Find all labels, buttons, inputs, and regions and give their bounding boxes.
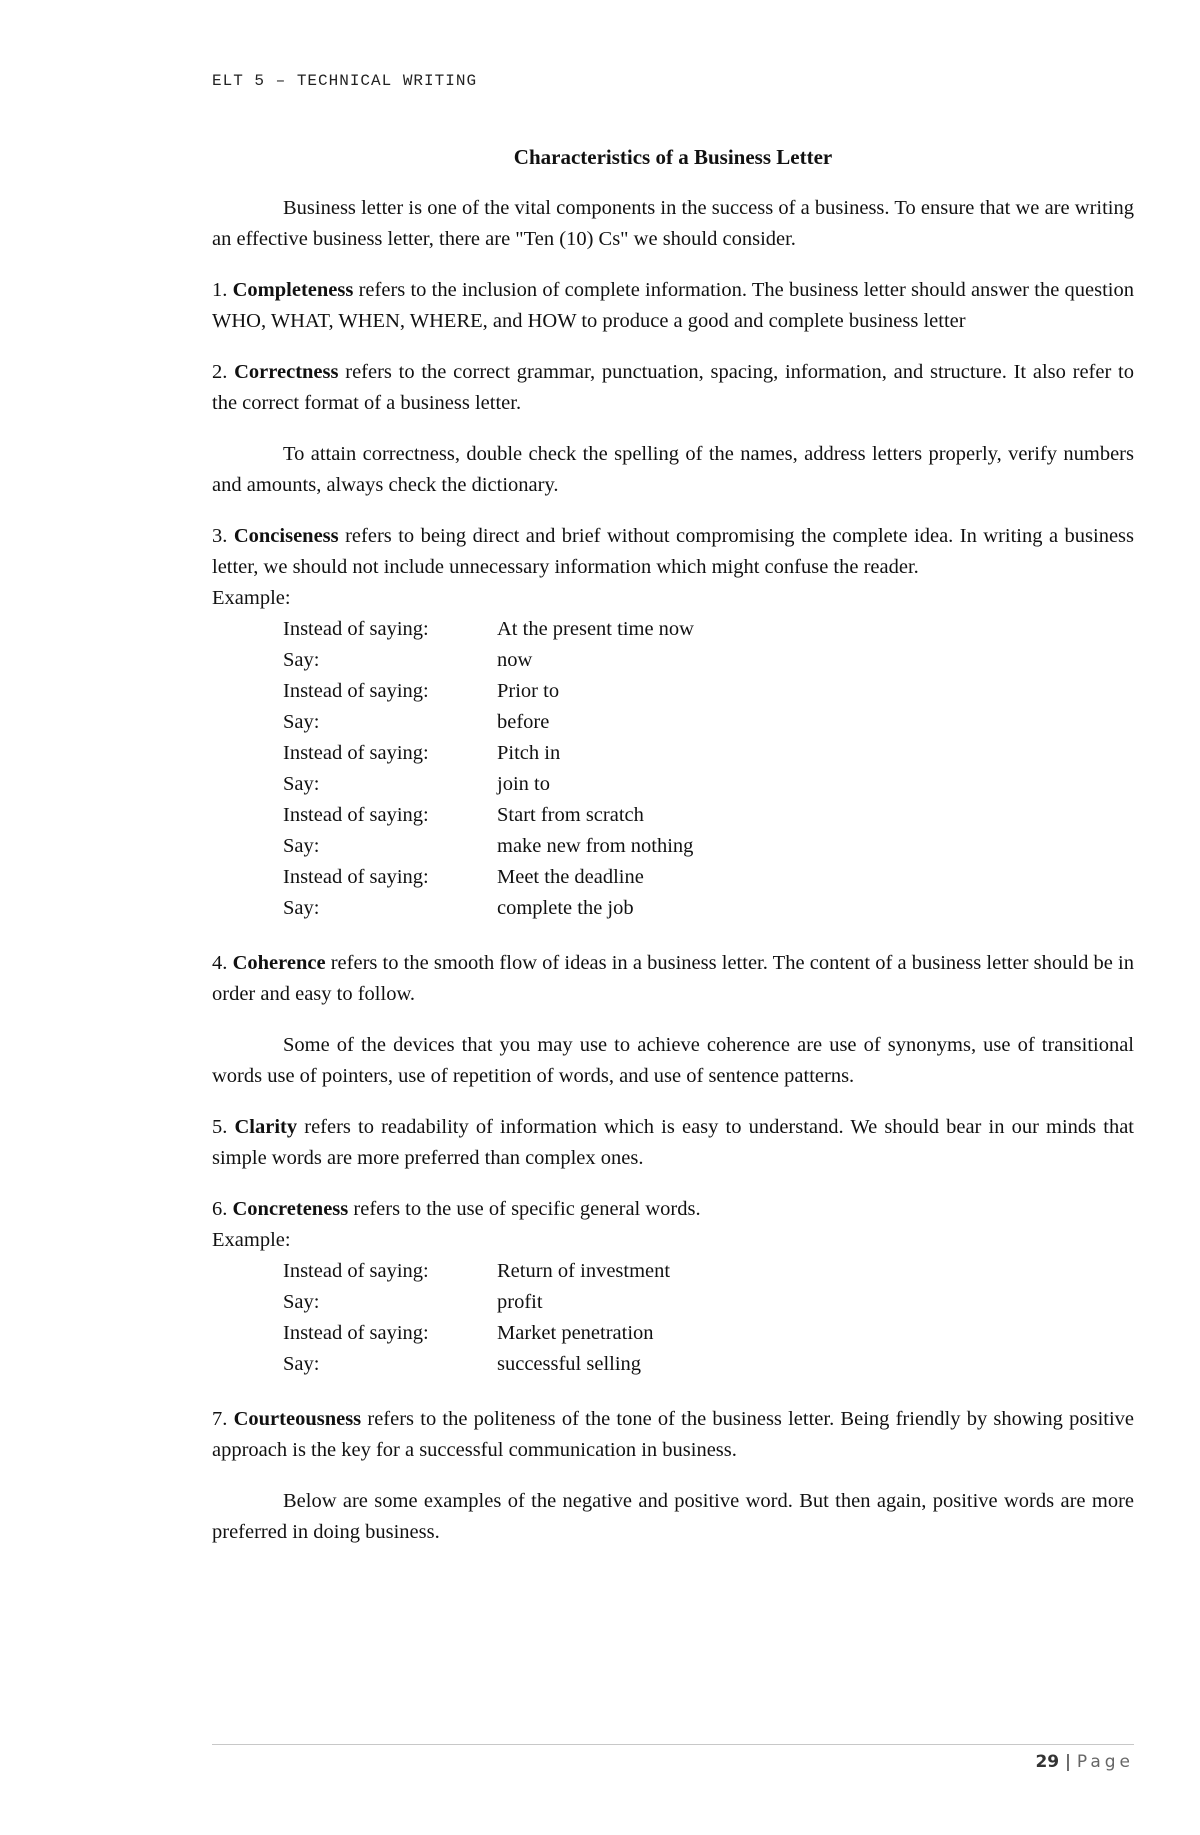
page-content bbox=[212, 142, 1134, 1568]
example-row: Say: profit bbox=[283, 1291, 543, 1313]
term-clarity: Clarity bbox=[234, 1116, 298, 1138]
example-row: Instead of saying: At the present time now bbox=[283, 618, 694, 640]
term-coherence: Coherence bbox=[232, 952, 326, 974]
item-courteousness: 7. Courteousness refers to the politeness of the tone of the business letter. Being friendly by showing positive approach is the key for a successful communication in business. bbox=[212, 1408, 1135, 1461]
term-concreteness: Concreteness bbox=[232, 1198, 349, 1220]
example-row: Instead of saying: Start from scratch bbox=[283, 804, 644, 826]
item-concreteness: 6. Concreteness refers to the use of specific general words. bbox=[212, 1198, 701, 1220]
footer-separator: | bbox=[1065, 1752, 1071, 1772]
item-coherence: 4. Coherence refers to the smooth flow of ideas in a business letter. The content of a business letter should be in order and easy to follow. bbox=[212, 952, 1135, 1005]
term-courteousness: Courteousness bbox=[233, 1408, 362, 1430]
term-conciseness: Conciseness bbox=[233, 525, 339, 547]
conciseness-examples bbox=[283, 614, 1134, 924]
term-correctness: Correctness bbox=[234, 361, 339, 383]
item-conciseness: 3. Conciseness refers to being direct and brief without compromising the complete idea. In writing a business letter, we should not include unnecessary information which might confuse the reader. bbox=[212, 525, 1134, 578]
page-title: Characteristics of a Business Letter bbox=[513, 145, 833, 169]
footer-divider bbox=[212, 1744, 1134, 1745]
coherence-note: Some of the devices that you may use to achieve coherence are use of synonyms, use of transitional words use of pointers, use of repetition of words, and use of sentence patterns. bbox=[212, 1034, 1134, 1087]
example-row: Instead of saying: Market penetration bbox=[283, 1322, 654, 1344]
example-row: Instead of saying: Prior to bbox=[283, 680, 560, 702]
page-label: Page bbox=[1076, 1752, 1134, 1772]
concreteness-examples bbox=[283, 1256, 1134, 1380]
example-row: Say: complete the job bbox=[283, 897, 634, 919]
term-completeness: Completeness bbox=[232, 279, 354, 301]
example-label: Example: bbox=[212, 587, 291, 609]
running-header: ELT 5 – TECHNICAL WRITING bbox=[212, 72, 478, 90]
item-clarity: 5. Clarity refers to readability of information which is easy to understand. We should bear in our minds that simple words are more preferred than complex ones. bbox=[212, 1116, 1134, 1169]
example-row: Instead of saying: Pitch in bbox=[283, 742, 561, 764]
item-completeness: 1. Completeness refers to the inclusion of complete information. The business letter should answer the question WHO, WHAT, WHEN, WHERE, and HOW to produce a good and complete business letter bbox=[212, 279, 1135, 332]
intro-paragraph: Business letter is one of the vital components in the success of a business. To ensure that we are writing an effective business letter, there are "Ten (10) Cs" we should consider. bbox=[212, 197, 1134, 250]
example-row: Instead of saying: Return of investment bbox=[283, 1260, 671, 1282]
courteousness-note: Below are some examples of the negative and positive word. But then again, positive words are more preferred in doing business. bbox=[212, 1490, 1134, 1543]
page-number: 29 bbox=[1035, 1752, 1060, 1772]
example-row: Say: before bbox=[283, 711, 550, 733]
page-number-footer bbox=[1035, 1752, 1134, 1772]
example-row: Say: now bbox=[283, 649, 533, 671]
example-row: Say: join to bbox=[283, 773, 550, 795]
example-row: Say: make new from nothing bbox=[283, 835, 694, 857]
example-label: Example: bbox=[212, 1229, 291, 1251]
item-correctness: 2. Correctness refers to the correct grammar, punctuation, spacing, information, and structure. It also refer to the correct format of a business letter. bbox=[212, 361, 1134, 414]
example-row: Instead of saying: Meet the deadline bbox=[283, 866, 644, 888]
correctness-note: To attain correctness, double check the spelling of the names, address letters properly, verify numbers and amounts, always check the dictionary. bbox=[212, 443, 1134, 496]
example-row: Say: successful selling bbox=[283, 1353, 642, 1375]
